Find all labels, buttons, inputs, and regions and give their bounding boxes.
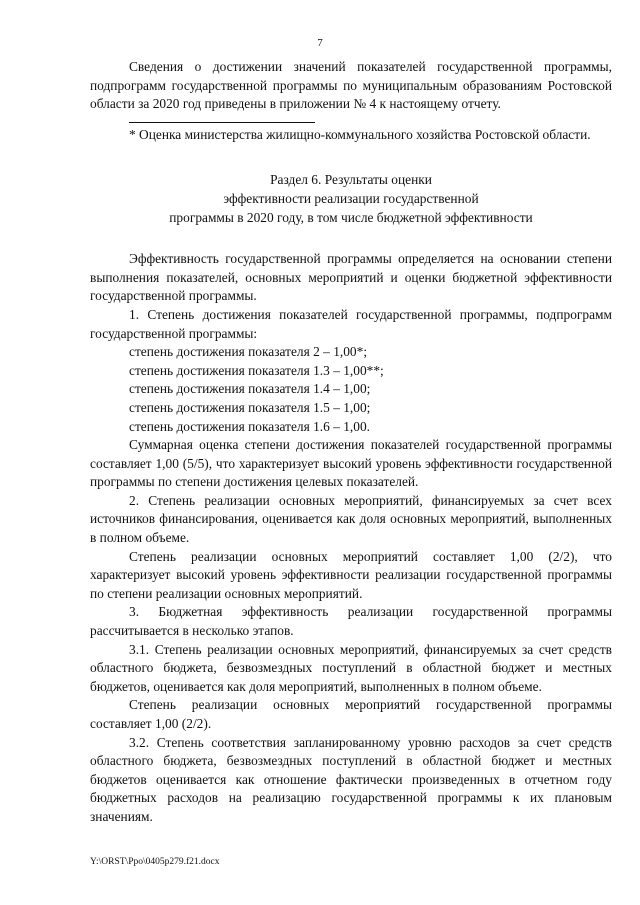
paragraph-2: 2. Степень реализации основных мероприятий, финансируемых за счет всех источников финансирования, оценивается как доля основных мероприятий, выполненных в полном объеме. [90,492,612,546]
page-number: 7 [317,37,323,49]
section-title-line: эффективности реализации государственной [223,190,479,206]
list-item: степень достижения показателя 2 – 1,00*; [129,344,368,360]
section-title-line: Раздел 6. Результаты оценки [270,172,432,188]
paragraph-summary: Суммарная оценка степени достижения показателей государственной программы составляет 1,00 (5/5), что характеризует высокий уровень эффективности государственной программы по степени достижения целевых показателей. [90,437,612,490]
paragraph-effectiveness: Эффективность государственной программы определяется на основании степени выполнения показателей, основных мероприятий и оценки бюджетной эффективности государственной программы. [90,251,612,304]
intro-paragraph: Сведения о достижении значений показателей государственной программы, подпрограмм государственной программы по муниципальным образованиям Ростовской области за 2020 год приведены в приложении № 4 к настоящему отчету. [90,59,612,112]
list-item: степень достижения показателя 1.6 – 1,00. [129,418,371,434]
paragraph-indicator-degree: 1. Степень достижения показателей государственной программы, подпрограмм государственной программы: [90,306,612,341]
footnote: * Оценка министерства жилищно-коммунального хозяйства Ростовской области. [129,126,591,142]
document-body [90,58,612,827]
section-title-line: программы в 2020 году, в том числе бюджетной эффективности [169,209,533,225]
paragraph-3-1-result: Степень реализации основных мероприятий государственной программы составляет 1,00 (2/2). [90,697,612,731]
indicator-list [90,343,612,436]
paragraph-3: 3. Бюджетная эффективность реализации государственной программы рассчитывается в несколько этапов. [90,604,612,639]
paragraph-3-2: 3.2. Степень соответствия запланированному уровню расходов за счет средств областного бюджета, безвозмездных поступлений в областной бюджет и местных бюджетов оценивается как отношение фактически произведенных в отчетном году бюджетных расходов на реализацию государственной программы к их плановым значениям. [90,734,612,824]
list-item: степень достижения показателя 1.5 – 1,00; [129,399,371,415]
footnote-divider [129,122,315,123]
list-item: степень достижения показателя 1.3 – 1,00**; [129,362,384,378]
list-item: степень достижения показателя 1.4 – 1,00; [129,381,371,397]
paragraph-2-result: Степень реализации основных мероприятий составляет 1,00 (2/2), что характеризует высокий уровень эффективности реализации государственной программы по степени реализации основных мероприятий. [90,548,612,601]
section-title [90,171,612,227]
document-path: Y:\ORST\Ppo\0405p279.f21.docx [90,857,220,867]
paragraph-3-1: 3.1. Степень реализации основных мероприятий, финансируемых за счет средств областного бюджета, безвозмездных поступлений в областной бюджет и местных бюджетов, оценивается как доля мероприятий, выполненных в полном объеме. [90,641,612,694]
